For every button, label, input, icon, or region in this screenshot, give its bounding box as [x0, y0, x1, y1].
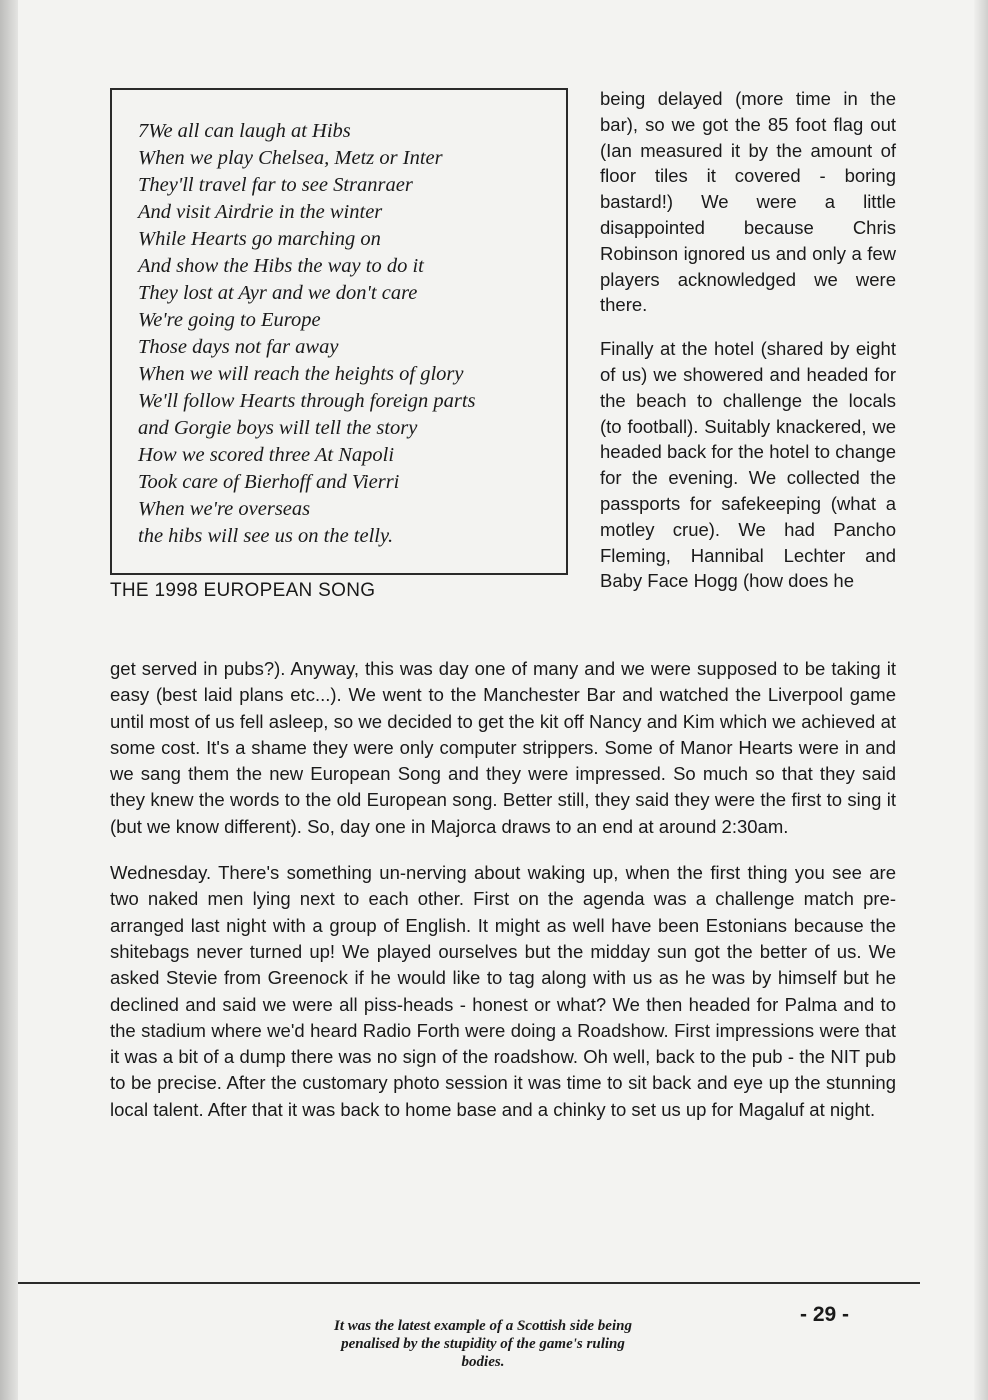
- song-line: We'll follow Hearts through foreign parts: [138, 390, 476, 412]
- song-lyrics-box: [110, 88, 568, 575]
- pull-quote: It was the latest example of a Scottish side being penalised by the stupidity of the game's ruling bodies.: [334, 1318, 632, 1370]
- page-edge-shadow: [974, 0, 988, 1400]
- body-paragraph: get served in pubs?). Anyway, this was day one of many and we were supposed to be taking it easy (best laid plans etc...). We went to the Manchester Bar and watched the Liverpool game until most of us fell asleep, so we decided to get the kit off Nancy and Kim which we achieved at some cost. It's a shame they were only computer strippers. Some of Manor Hearts were in and we sang them the new European Song and they were impressed. So much so that they said they knew the words to the old European song. Better still, they said they were the first to sing it (but we know different). So, day one in Majorca draws to an end at around 2:30am.: [110, 658, 896, 837]
- body-paragraph: Wednesday. There's something un-nerving about waking up, when the first thing you see are two naked men lying next to each other. First on the agenda was a challenge match pre-arranged last night with a group of English. It might as well have been Estonians because the shitebags never turned up! We played ourselves but the midday sun got the better of us. We asked Stevie from Greenock if he would like to tag along with us as he was by himself but he declined and said we were all piss-heads - honest or what? We then headed for Palma and to the stadium where we'd heard Radio Forth were doing a Roadshow. First impressions were that it was a bit of a dump there was no sign of the roadshow. Oh well, back to the pub - the NIT pub to be precise. After the customary photo session it was time to sit back and eye up the stunning local talent. After that it was back to home base and a chinky to set us up for Magaluf at night.: [110, 862, 896, 1120]
- song-line: 7We all can laugh at Hibs: [138, 120, 351, 142]
- column-paragraph: Finally at the hotel (shared by eight of us) we showered and headed for the beach to challenge the locals (to football). Suitably knackered, we headed back for the hotel to change for the evening. We collected the passports for safekeeping (what a motley crue). We had Pancho Fleming, Hannibal Lechter and Baby Face Hogg (how does he: [600, 338, 896, 592]
- song-line: They'll travel far to see Stranraer: [138, 174, 413, 196]
- song-line: While Hearts go marching on: [138, 228, 381, 250]
- song-line: And visit Airdrie in the winter: [138, 201, 383, 223]
- song-line: They lost at Ayr and we don't care: [138, 282, 418, 304]
- column-paragraph: being delayed (more time in the bar), so we got the 85 foot flag out (Ian measured it by the amount of floor tiles it covered - boring bastard!) We were a little disappointed because Chris Robinson ignored us and only a few players acknowledged we were there.: [600, 88, 896, 316]
- article-body: [110, 656, 896, 1123]
- song-line: When we will reach the heights of glory: [138, 363, 464, 385]
- page-binding-shadow: [0, 0, 18, 1400]
- song-line: Those days not far away: [138, 336, 339, 358]
- song-line: When we're overseas: [138, 498, 311, 520]
- song-line: And show the Hibs the way to do it: [138, 255, 424, 277]
- song-line: the hibs will see us on the telly.: [138, 525, 394, 547]
- song-line: How we scored three At Napoli: [138, 444, 395, 466]
- song-line: We're going to Europe: [138, 309, 321, 331]
- page-number: - 29 -: [800, 1303, 850, 1326]
- footer-rule: [18, 1282, 920, 1284]
- song-line: When we play Chelsea, Metz or Inter: [138, 147, 443, 169]
- right-column: [600, 86, 896, 594]
- song-line: and Gorgie boys will tell the story: [138, 417, 418, 439]
- song-caption: THE 1998 EUROPEAN SONG: [110, 580, 376, 601]
- song-line: Took care of Bierhoff and Vierri: [138, 471, 400, 493]
